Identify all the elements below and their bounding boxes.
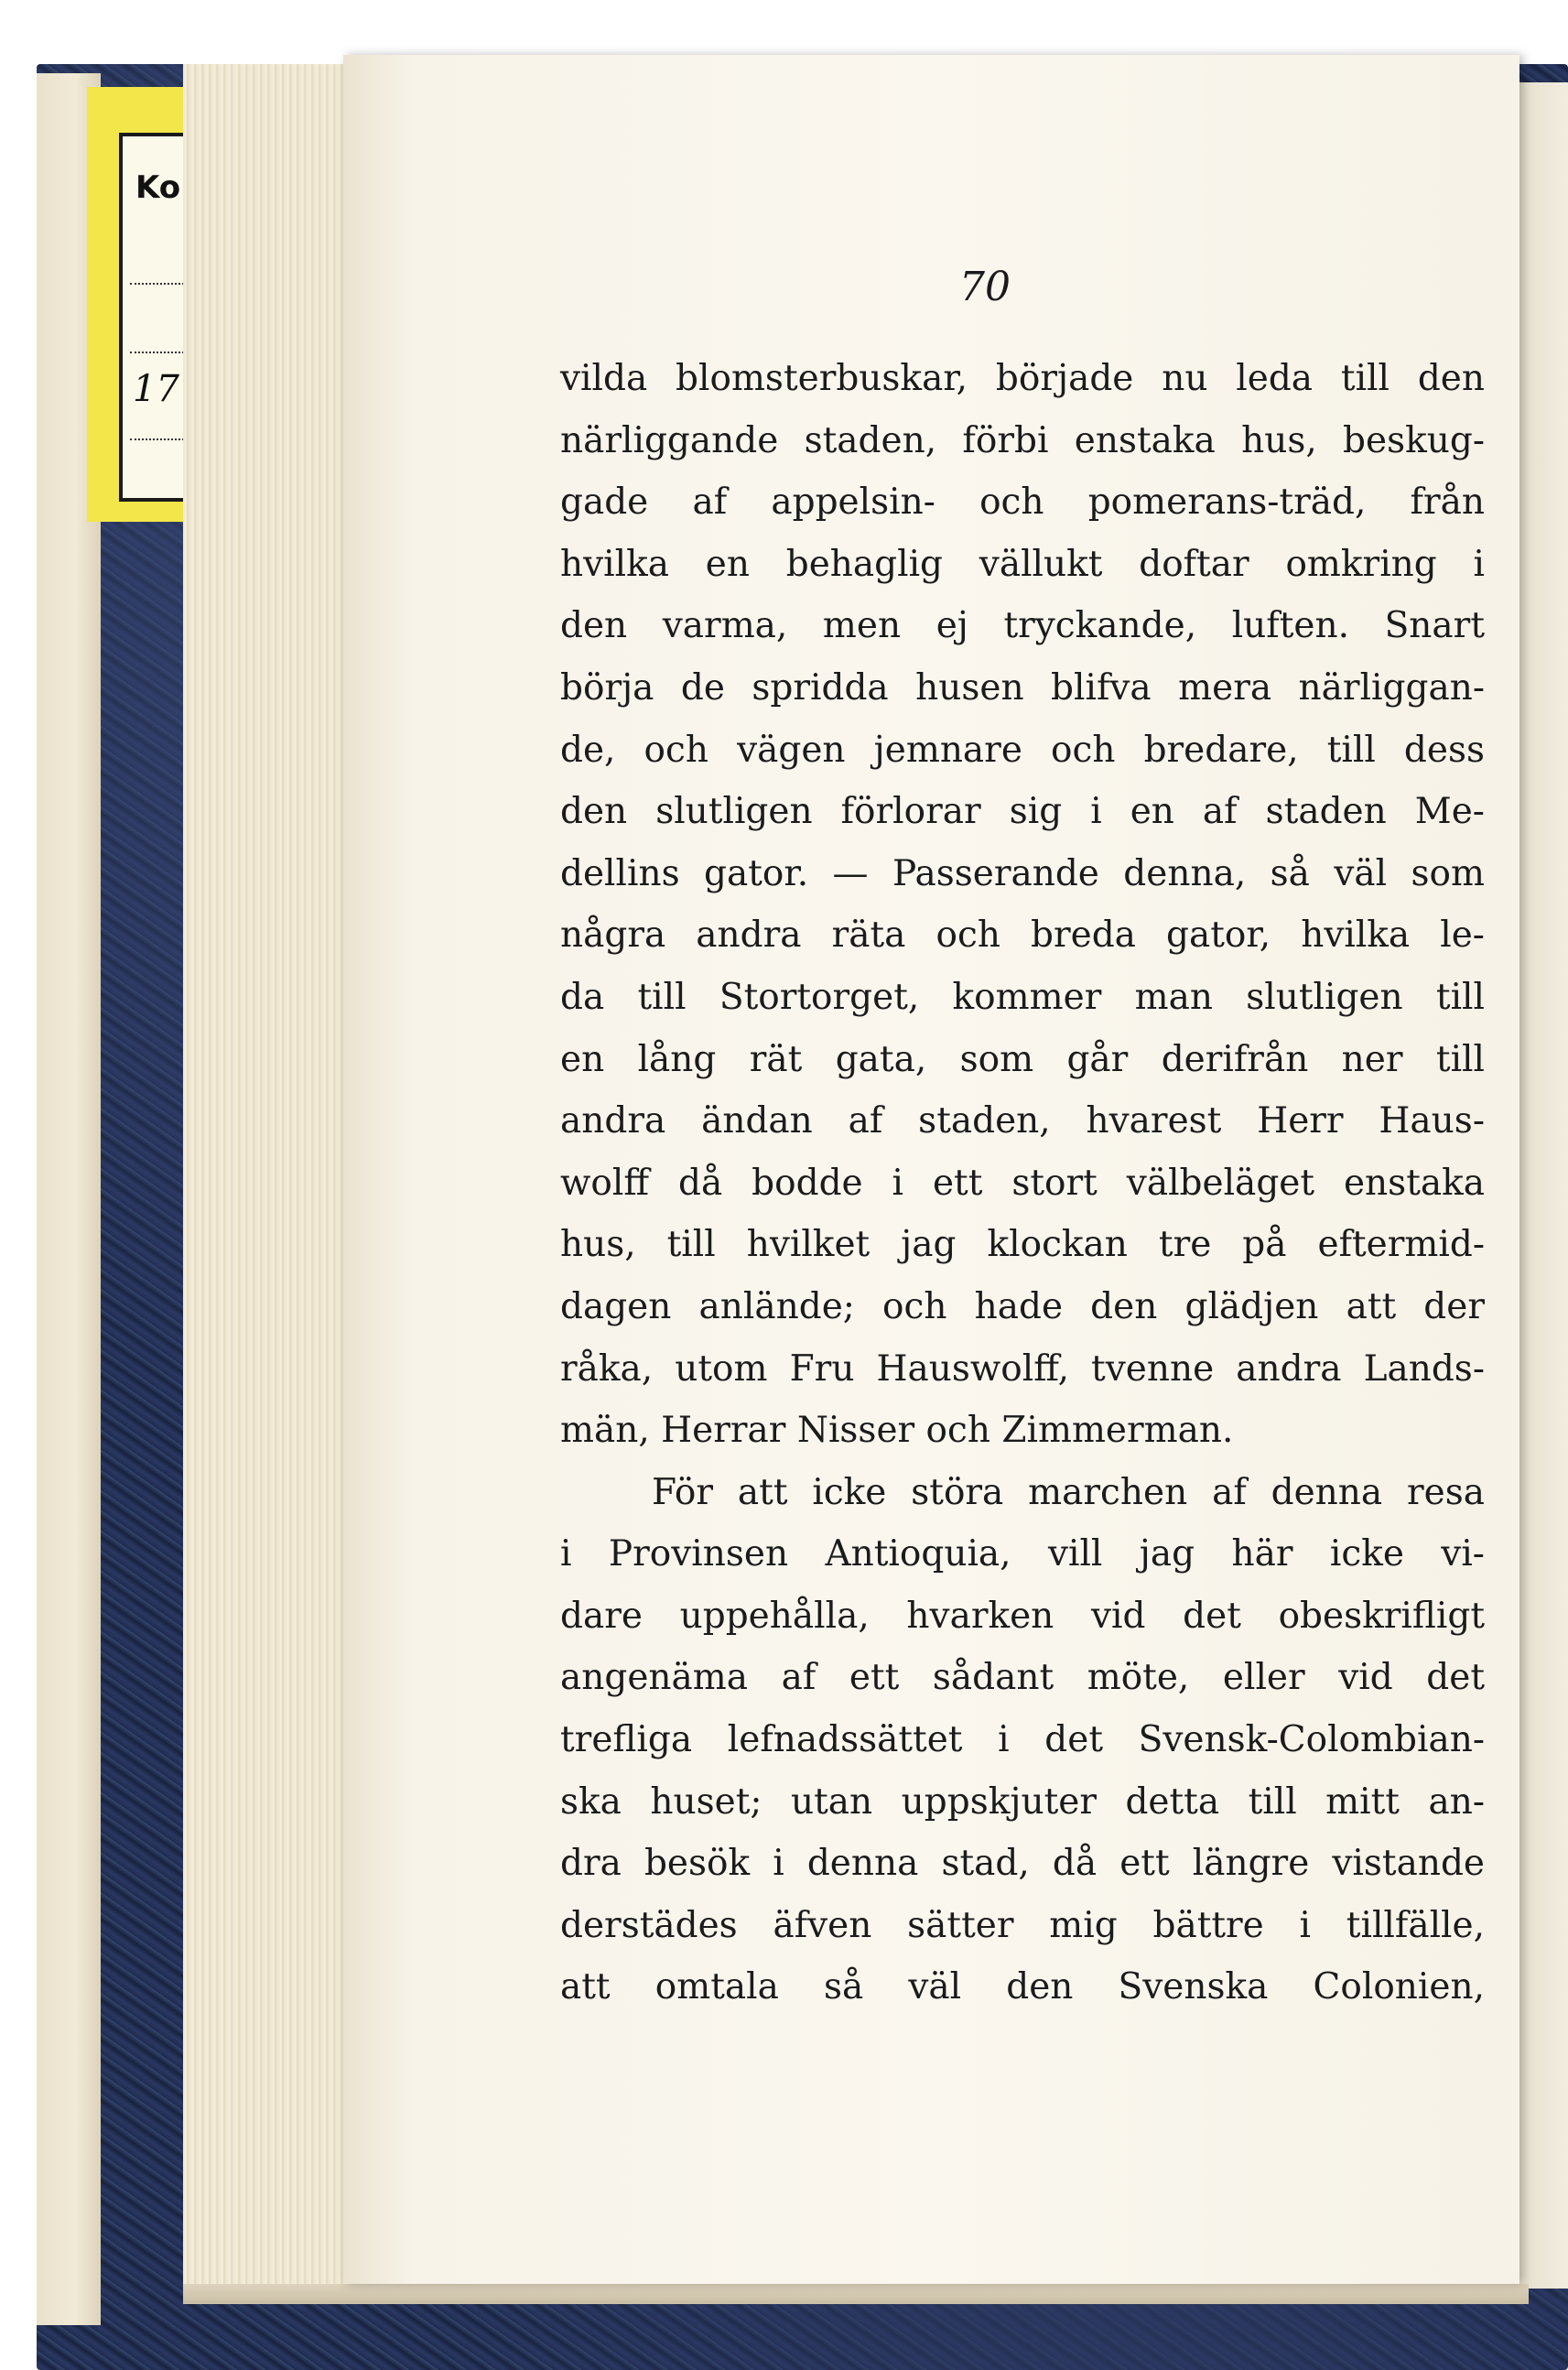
- text-line: vilda blomsterbuskar, började nu leda till den: [560, 358, 1485, 399]
- text-line: de, och vägen jemnare och bredare, till dess: [560, 729, 1485, 771]
- text-line: hvilka en behaglig vällukt doftar omkring i: [560, 543, 1485, 585]
- library-label-number: 17: [133, 368, 179, 410]
- text-line: närliggande staden, förbi enstaka hus, beskug-: [560, 419, 1485, 461]
- text-line: i Provinsen Antioquia, vill jag här icke vi-: [560, 1533, 1485, 1575]
- text-line: angenäma af ett sådant möte, eller vid det: [560, 1657, 1485, 1699]
- text-line: en lång rät gata, som går derifrån ner till: [560, 1038, 1485, 1080]
- text-line: andra ändan af staden, hvarest Herr Haus-: [560, 1100, 1485, 1142]
- page-number: 70: [959, 264, 1011, 310]
- text-line: da till Stortorget, kommer man slutligen till: [560, 976, 1485, 1018]
- page-text-block: [560, 348, 1485, 2018]
- text-line: några andra räta och breda gator, hvilka le-: [560, 914, 1485, 957]
- text-line: den varma, men ej tryckande, luften. Snart: [560, 605, 1485, 647]
- page-bottom-edge: [183, 2284, 1529, 2304]
- text-line: hus, till hvilket jag klockan tre på eftermid-: [560, 1224, 1485, 1266]
- text-line: att omtala så väl den Svenska Colonien,: [560, 1966, 1485, 2008]
- label-dotted-line: [130, 438, 191, 440]
- text-line: den slutligen förlorar sig i en af staden Me-: [560, 791, 1485, 833]
- label-dotted-line: [130, 283, 191, 285]
- text-line: dagen anlände; och hade den glädjen att der: [560, 1285, 1485, 1327]
- text-line: För att icke störa marchen af denna resa: [652, 1471, 1485, 1513]
- text-line: derstädes äfven sätter mig bättre i tillfälle,: [560, 1904, 1485, 1946]
- text-line: wolff då bodde i ett stort välbeläget enstaka: [560, 1162, 1485, 1204]
- label-dotted-line: [130, 352, 191, 353]
- text-line: dellins gator. — Passerande denna, så väl som: [560, 852, 1485, 894]
- text-line: råka, utom Fru Hauswolff, tvenne andra Lands-: [560, 1347, 1485, 1390]
- text-line: ska huset; utan uppskjuter detta till mitt an-: [560, 1780, 1485, 1823]
- text-line: dra besök i denna stad, då ett längre vistande: [560, 1843, 1485, 1885]
- text-line: män, Herrar Nisser och Zimmerman.: [560, 1410, 1234, 1452]
- page-edges-stack: [183, 64, 368, 2289]
- text-line: gade af appelsin- och pomerans-träd, från: [560, 482, 1485, 524]
- library-label-text: Ko: [135, 169, 181, 206]
- text-line: trefliga lefnadssättet i det Svensk-Colombian-: [560, 1719, 1485, 1761]
- text-line: dare uppehålla, hvarken vid det obeskrifligt: [560, 1595, 1485, 1637]
- text-line: börja de spridda husen blifva mera närliggan-: [560, 666, 1485, 709]
- opposite-page-edge: [1519, 82, 1568, 2289]
